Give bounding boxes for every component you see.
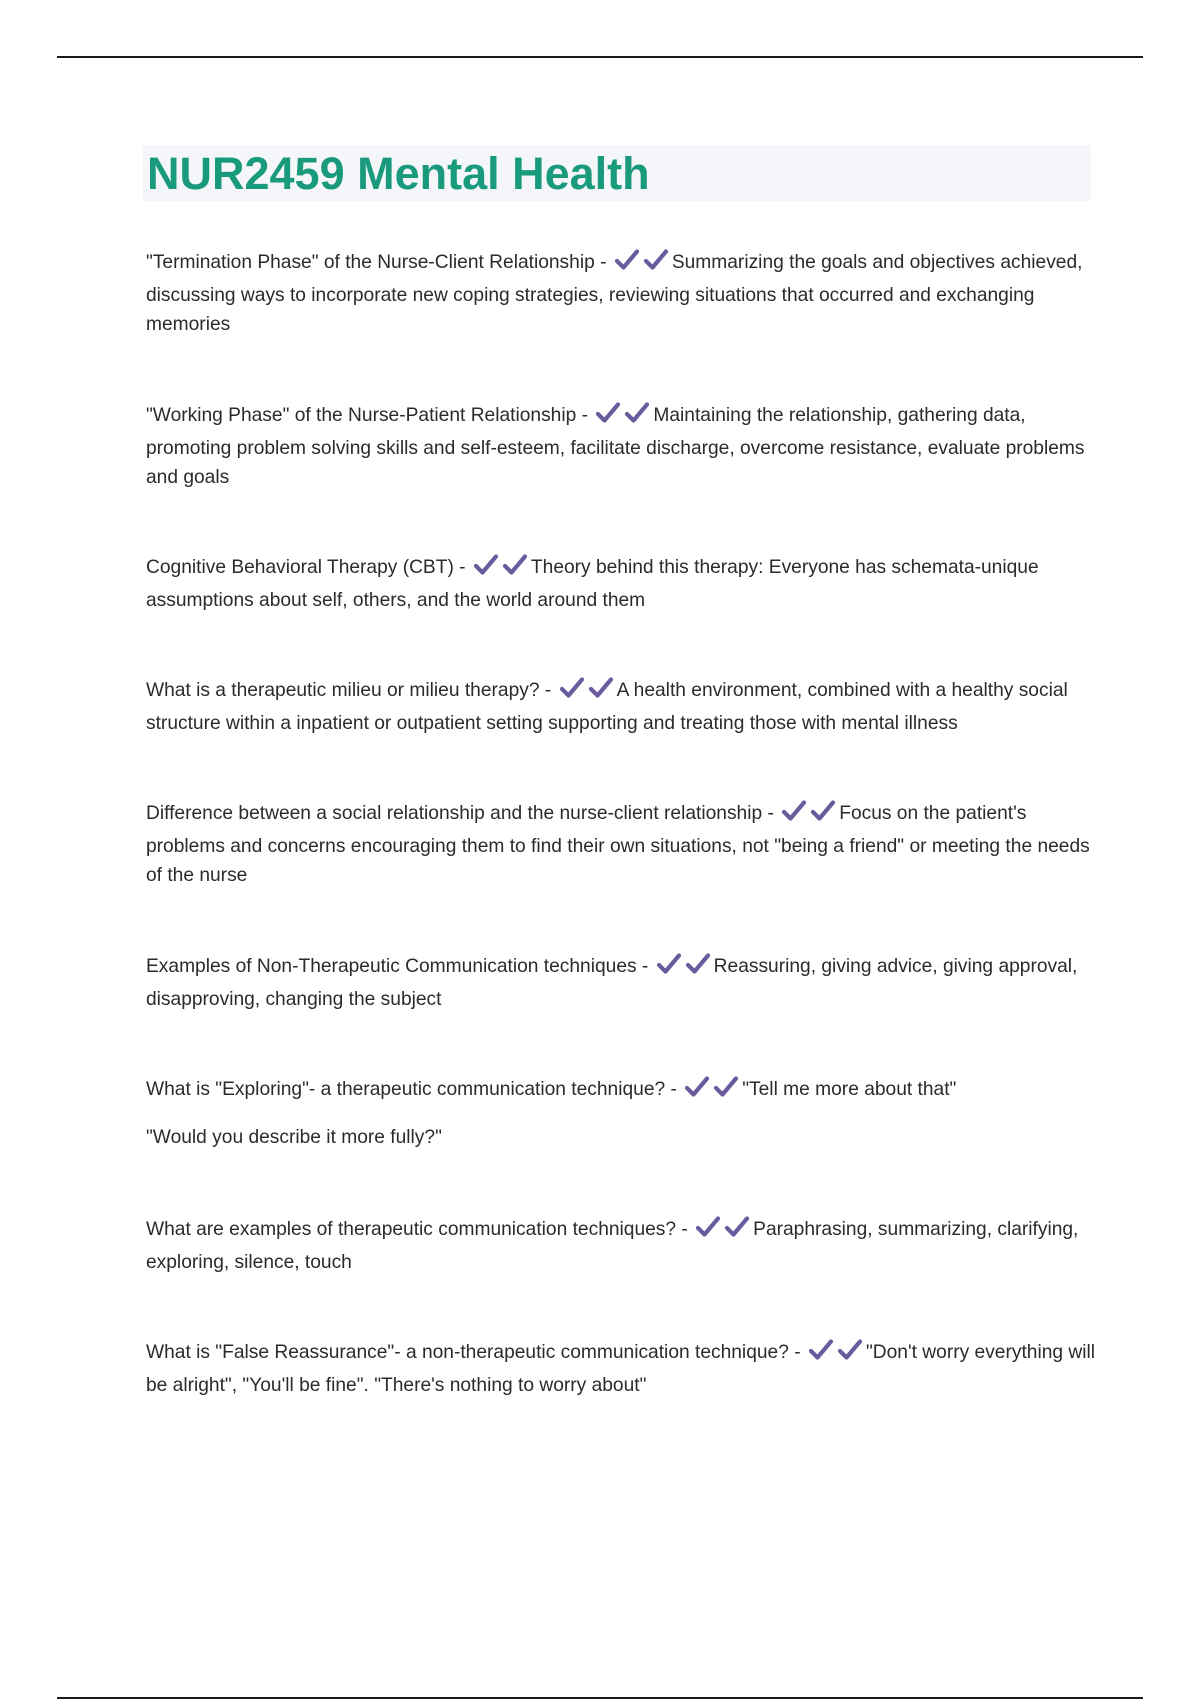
entry-text: [146, 1215, 1096, 1277]
entry-term: "Working Phase" of the Nurse-Patient Relationship -: [146, 405, 589, 426]
entry-answer: Maintaining the relationship, gathering data, promoting problem solving skills and self-esteem, facilitate discharge, overcome resistance, evaluate problems and goals: [146, 405, 1085, 488]
double-check-icon: [684, 1075, 740, 1108]
entry-text: [146, 401, 1096, 492]
double-check-icon: [473, 553, 529, 586]
check-icon: [643, 248, 669, 272]
double-check-icon: [808, 1338, 864, 1371]
check-icon: [713, 1075, 739, 1099]
check-icon: [724, 1215, 750, 1239]
flashcard-entry-termination-phase: [146, 248, 1096, 339]
check-icon: [684, 1075, 710, 1099]
entry-answer: Focus on the patient's problems and concerns encouraging them to find their own situations, not "being a friend" or meeting the needs of the nurse: [146, 803, 1090, 886]
entry-text: [146, 248, 1096, 339]
entry-text: [146, 799, 1096, 890]
check-icon: [502, 553, 528, 577]
entry-term: Cognitive Behavioral Therapy (CBT) -: [146, 557, 466, 578]
entry-answer: Reassuring, giving advice, giving approval, disapproving, changing the subject: [146, 956, 1078, 1010]
double-check-icon: [614, 248, 670, 281]
entry-term: Difference between a social relationship and the nurse-client relationship -: [146, 803, 774, 824]
flashcard-entry-milieu-therapy: [146, 676, 1096, 738]
check-icon: [588, 676, 614, 700]
entry-text: [146, 676, 1096, 738]
entry-answer: Theory behind this therapy: Everyone has schemata-unique assumptions about self, others, and the world around them: [146, 557, 1039, 611]
entry-text: [146, 1338, 1096, 1400]
double-check-icon: [656, 952, 712, 985]
flashcard-entry-working-phase: [146, 401, 1096, 492]
double-check-icon: [781, 799, 837, 832]
entry-term: What is "Exploring"- a therapeutic communication technique? -: [146, 1079, 677, 1100]
entry-term: What is "False Reassurance"- a non-therapeutic communication technique? -: [146, 1342, 801, 1363]
entry-text: [146, 553, 1096, 615]
flashcard-entry-non-therapeutic-examples: [146, 952, 1096, 1014]
bottom-rule: [57, 1697, 1143, 1699]
entry-answer: "Don't worry everything will be alright", "You'll be fine". "There's nothing to worry about": [146, 1342, 1096, 1396]
double-check-icon: [595, 401, 651, 434]
check-icon: [781, 799, 807, 823]
check-icon: [808, 1338, 834, 1362]
check-icon: [810, 799, 836, 823]
top-rule: [57, 56, 1143, 58]
flashcard-entry-cbt: [146, 553, 1096, 615]
check-icon: [695, 1215, 721, 1239]
check-icon: [559, 676, 585, 700]
check-icon: [656, 952, 682, 976]
entry-term: What is a therapeutic milieu or milieu therapy? -: [146, 680, 552, 701]
check-icon: [614, 248, 640, 272]
check-icon: [685, 952, 711, 976]
check-icon: [595, 401, 621, 425]
entry-answer: A health environment, combined with a healthy social structure within a inpatient or outpatient setting supporting and treating those with mental illness: [146, 680, 1068, 734]
check-icon: [837, 1338, 863, 1362]
entry-answer: Summarizing the goals and objectives achieved, discussing ways to incorporate new coping strategies, reviewing situations that occurred and exchanging memories: [146, 252, 1083, 335]
flashcard-entry-false-reassurance: [146, 1338, 1096, 1400]
check-icon: [473, 553, 499, 577]
entry-text: [146, 1075, 1096, 1108]
entry-answer-continued: "Would you describe it more fully?": [146, 1127, 442, 1148]
flashcard-entry-exploring: [146, 1075, 1096, 1152]
entry-term: "Termination Phase" of the Nurse-Client Relationship -: [146, 252, 607, 273]
entry-answer: "Tell me more about that": [742, 1079, 957, 1100]
entry-term: Examples of Non-Therapeutic Communication techniques -: [146, 956, 649, 977]
flashcard-entry-therapeutic-examples: [146, 1215, 1096, 1277]
double-check-icon: [559, 676, 615, 709]
entry-answer: Paraphrasing, summarizing, clarifying, exploring, silence, touch: [146, 1219, 1079, 1273]
flashcard-entry-social-vs-nurse-client: [146, 799, 1096, 890]
entry-text: [146, 952, 1096, 1014]
double-check-icon: [695, 1215, 751, 1248]
document-title: NUR2459 Mental Health: [147, 148, 650, 199]
entry-term: What are examples of therapeutic communication techniques? -: [146, 1219, 688, 1240]
check-icon: [624, 401, 650, 425]
